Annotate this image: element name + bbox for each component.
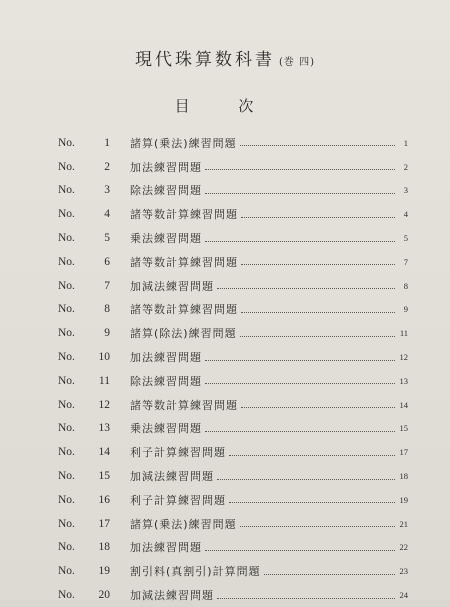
entry-page-number: 18 (399, 471, 408, 482)
entry-number (58, 565, 110, 577)
toc-entry (58, 226, 408, 250)
entry-page-number: 13 (399, 375, 408, 386)
dot-leader (264, 574, 395, 575)
entry-page-number: 1 (403, 137, 408, 148)
entry-number (58, 589, 110, 601)
entry-page-number: 8 (403, 280, 408, 291)
entry-number (58, 518, 110, 530)
entry-page-number: 11 (399, 328, 408, 339)
entry-number (58, 280, 110, 292)
entry-number-value: 2 (104, 160, 110, 173)
entry-no-prefix: No. (58, 398, 75, 411)
toc-entry (58, 559, 408, 583)
dot-leader (240, 336, 395, 337)
entry-no-prefix: No. (58, 374, 75, 387)
entry-no-prefix: No. (58, 279, 75, 292)
dot-leader (205, 241, 395, 242)
entry-page-number: 12 (399, 352, 408, 363)
table-of-contents (58, 131, 408, 607)
contents-heading: 目 次 (174, 97, 276, 115)
entry-number (58, 470, 110, 482)
dot-leader (217, 598, 395, 599)
entry-no-prefix: No. (58, 255, 75, 268)
entry-title: 加法練習問題 (130, 160, 202, 174)
dot-leader (241, 264, 395, 265)
toc-entry (58, 298, 408, 322)
entry-number (58, 303, 110, 315)
entry-no-prefix: No. (58, 446, 75, 459)
entry-no-prefix: No. (58, 351, 75, 364)
entry-title: 諸等数計算練習問題 (130, 303, 238, 317)
entry-number-value: 9 (104, 327, 110, 340)
entry-page-number: 19 (399, 494, 408, 505)
entry-page-number: 7 (403, 256, 408, 267)
toc-entry (58, 583, 408, 607)
entry-number (58, 446, 110, 458)
entry-number-value: 11 (98, 374, 110, 387)
dot-leader (205, 550, 395, 551)
toc-entry (58, 369, 408, 393)
entry-no-prefix: No. (58, 470, 75, 483)
dot-leader (241, 312, 395, 313)
entry-number-value: 8 (104, 303, 110, 316)
entry-title: 乗法練習問題 (130, 232, 202, 246)
dot-leader (229, 502, 395, 503)
entry-number-value: 15 (98, 470, 110, 483)
dot-leader (217, 288, 395, 289)
dot-leader (205, 383, 395, 384)
entry-title: 加減法練習問題 (130, 279, 214, 293)
entry-number-value: 13 (98, 422, 110, 435)
toc-entry (58, 345, 408, 369)
dot-leader (205, 169, 395, 170)
entry-no-prefix: No. (58, 232, 75, 245)
entry-number-value: 17 (98, 517, 110, 530)
entry-number (58, 541, 110, 553)
entry-number-value: 14 (98, 446, 110, 459)
entry-no-prefix: No. (58, 517, 75, 530)
toc-entry (58, 155, 408, 179)
entry-title: 諸等数計算練習問題 (130, 208, 238, 222)
entry-number-value: 16 (98, 493, 110, 506)
toc-entry (58, 417, 408, 441)
book-title-text: 現代珠算数科書 (135, 50, 275, 70)
entry-number-value: 18 (98, 541, 110, 554)
entry-number (58, 256, 110, 268)
toc-entry (58, 131, 408, 155)
entry-page-number: 2 (403, 161, 408, 172)
entry-title: 加法練習問題 (130, 541, 202, 555)
entry-number (58, 232, 110, 244)
dot-leader (240, 526, 395, 527)
entry-page-number: 23 (399, 566, 408, 577)
entry-no-prefix: No. (58, 160, 75, 173)
entry-number (58, 351, 110, 363)
entry-page-number: 15 (399, 423, 408, 434)
dot-leader (205, 431, 395, 432)
entry-title: 諸等数計算練習問題 (130, 398, 238, 412)
entry-number (58, 161, 110, 173)
entry-title: 除法練習問題 (130, 184, 202, 198)
entry-page-number: 21 (399, 518, 408, 529)
entry-page-number: 17 (399, 447, 408, 458)
entry-page-number: 14 (399, 399, 408, 410)
entry-number (58, 327, 110, 339)
entry-page-number: 4 (403, 209, 408, 220)
entry-number (58, 375, 110, 387)
toc-entry (58, 202, 408, 226)
entry-number-value: 5 (104, 232, 110, 245)
entry-title: 割引料(真割引)計算問題 (130, 565, 261, 579)
entry-number-value: 6 (104, 255, 110, 268)
entry-number-value: 20 (98, 589, 110, 602)
entry-no-prefix: No. (58, 303, 75, 316)
entry-page-number: 5 (403, 233, 408, 244)
entry-title: 加法練習問題 (130, 351, 202, 365)
entry-number (58, 422, 110, 434)
entry-number (58, 208, 110, 220)
entry-number (58, 137, 110, 149)
entry-title: 加減法練習問題 (130, 589, 214, 603)
entry-page-number: 22 (399, 542, 408, 553)
entry-no-prefix: No. (58, 589, 75, 602)
toc-entry (58, 179, 408, 203)
toc-entry (58, 536, 408, 560)
toc-entry (58, 464, 408, 488)
entry-no-prefix: No. (58, 541, 75, 554)
entry-number (58, 494, 110, 506)
toc-entry (58, 488, 408, 512)
volume-label: (巻 四) (279, 57, 315, 68)
entry-number-value: 3 (104, 184, 110, 197)
entry-no-prefix: No. (58, 136, 75, 149)
entry-title: 諸等数計算練習問題 (130, 255, 238, 269)
toc-entry (58, 440, 408, 464)
dot-leader (241, 217, 395, 218)
entry-title: 乗法練習問題 (130, 422, 202, 436)
entry-number-value: 1 (104, 136, 110, 149)
entry-no-prefix: No. (58, 208, 75, 221)
dot-leader (205, 360, 395, 361)
toc-entry (58, 274, 408, 298)
entry-title: 諸算(乗法)練習問題 (130, 136, 237, 150)
entry-title: 除法練習問題 (130, 374, 202, 388)
toc-entry (58, 512, 408, 536)
toc-entry (58, 393, 408, 417)
book-title (0, 45, 450, 70)
entry-number-value: 12 (98, 398, 110, 411)
toc-entry (58, 321, 408, 345)
entry-no-prefix: No. (58, 184, 75, 197)
entry-page-number: 24 (399, 590, 408, 601)
entry-number-value: 19 (98, 565, 110, 578)
entry-no-prefix: No. (58, 422, 75, 435)
dot-leader (240, 145, 395, 146)
entry-title: 利子計算練習問題 (130, 493, 226, 507)
toc-entry (58, 250, 408, 274)
entry-number-value: 7 (104, 279, 110, 292)
entry-number (58, 184, 110, 196)
dot-leader (205, 193, 395, 194)
dot-leader (217, 479, 395, 480)
entry-number-value: 10 (98, 351, 110, 364)
entry-title: 加減法練習問題 (130, 470, 214, 484)
entry-number-value: 4 (104, 208, 110, 221)
entry-page-number: 9 (403, 304, 408, 315)
entry-no-prefix: No. (58, 493, 75, 506)
entry-no-prefix: No. (58, 327, 75, 340)
dot-leader (241, 407, 395, 408)
entry-number (58, 399, 110, 411)
entry-title: 諸算(乗法)練習問題 (130, 517, 237, 531)
dot-leader (229, 455, 395, 456)
entry-no-prefix: No. (58, 565, 75, 578)
entry-page-number: 3 (403, 185, 408, 196)
entry-title: 利子計算練習問題 (130, 446, 226, 460)
entry-title: 諸算(除法)練習問題 (130, 327, 237, 341)
